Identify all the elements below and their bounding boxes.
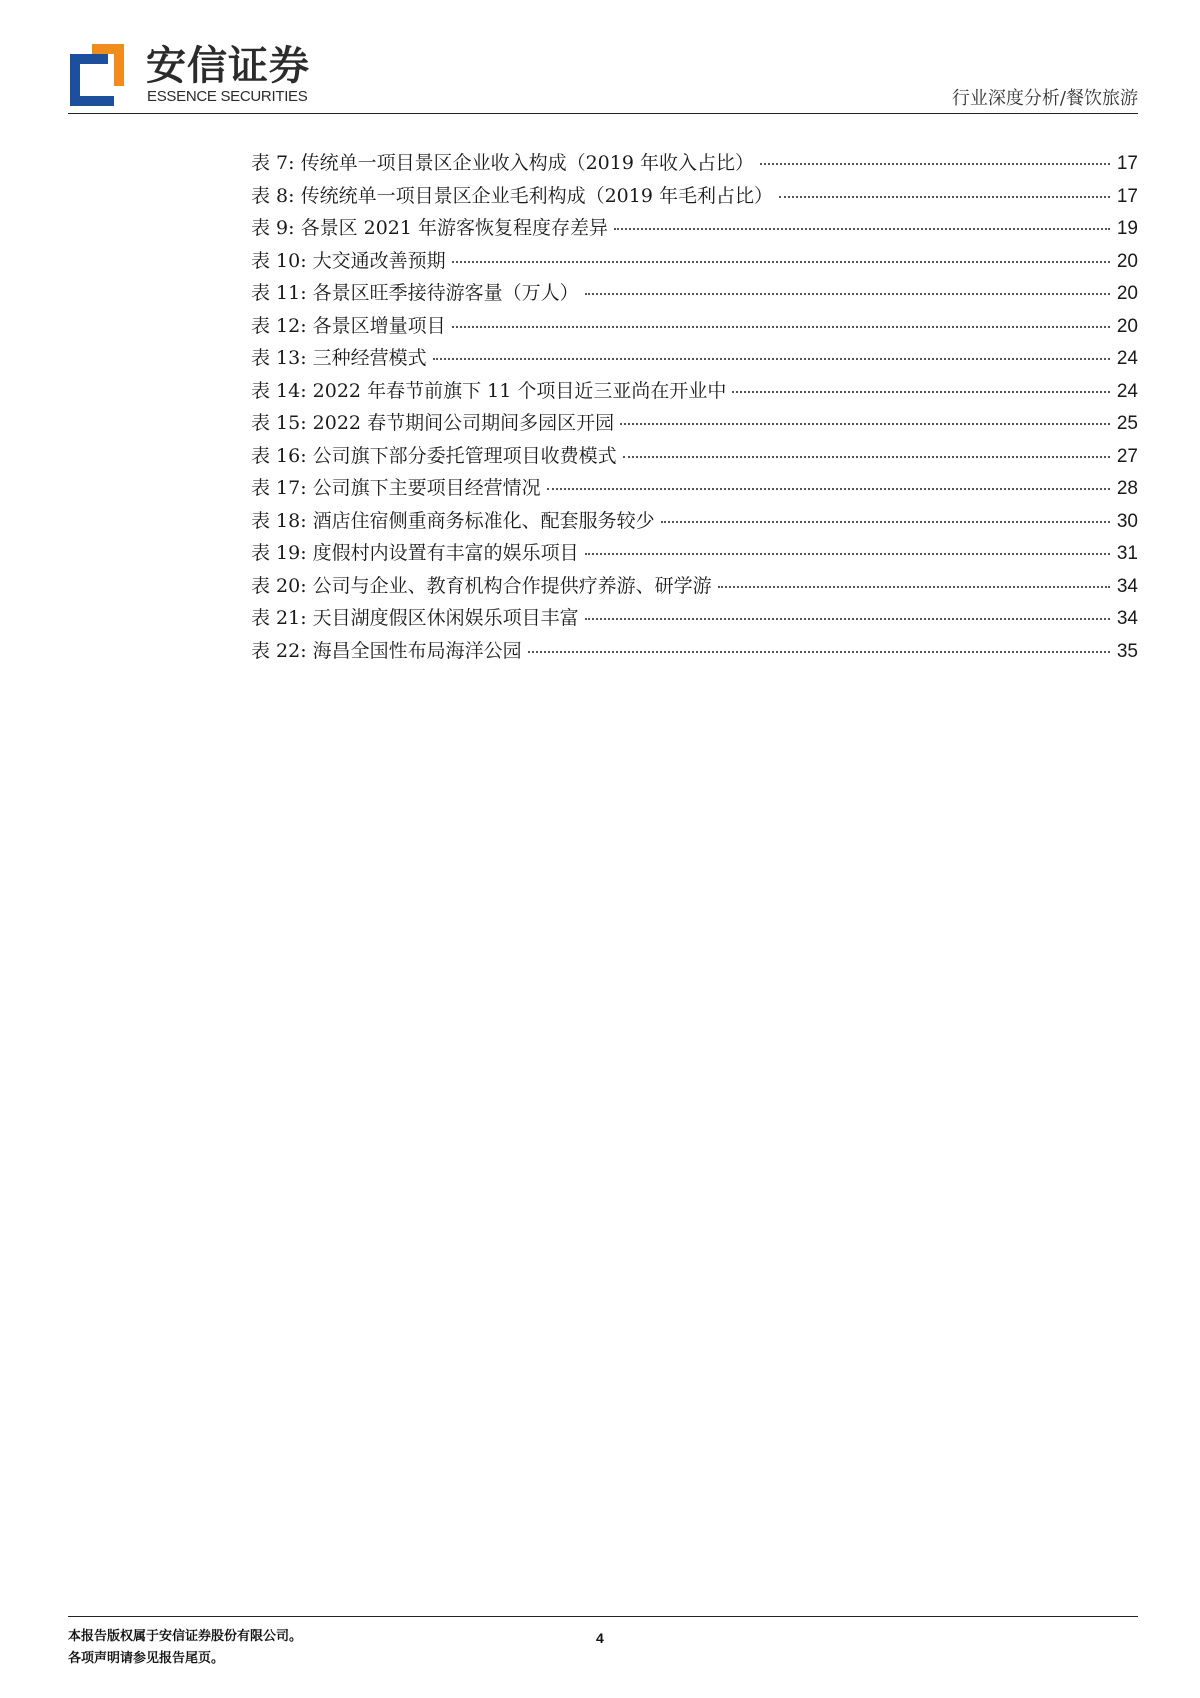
dot-leader <box>528 651 1110 653</box>
toc-entry-page-number: 24 <box>1116 348 1138 369</box>
toc-entry-title: 大交通改善预期 <box>312 249 446 272</box>
toc-entry-label: 表 9: <box>251 217 295 239</box>
report-category: 行业深度分析/餐饮旅游 <box>951 88 1138 109</box>
toc-entry[interactable] <box>251 506 1138 539</box>
toc-entry-title: 海昌全国性布局海洋公园 <box>312 639 522 662</box>
toc-entry-label: 表 13: <box>251 347 307 369</box>
toc-entry-label: 表 12: <box>251 314 307 337</box>
toc-entry-label: 表 16: <box>251 444 307 467</box>
toc-entry-page-number: 28 <box>1116 478 1138 499</box>
footer-divider <box>68 1616 1138 1617</box>
toc-entry[interactable] <box>251 636 1138 669</box>
toc-entry-page-number: 20 <box>1116 283 1138 304</box>
toc-entry[interactable] <box>251 603 1138 636</box>
toc-entry-title: 各景区旺季接待游客量（万人） <box>312 282 579 304</box>
toc-entry-title: 传统统单一项目景区企业毛利构成（2019 年毛利占比） <box>300 184 773 207</box>
brand-name-cn: 安信证券 <box>146 43 310 89</box>
toc-entry-title: 各景区 2021 年游客恢复程度存差异 <box>300 217 609 239</box>
toc-entry-page-number: 20 <box>1116 315 1138 337</box>
dot-leader <box>433 358 1110 360</box>
toc-entry-page-number: 17 <box>1116 185 1138 207</box>
page-header <box>68 40 1138 112</box>
toc-entry-page-number: 27 <box>1116 445 1138 467</box>
toc-entry[interactable] <box>251 441 1138 474</box>
toc-entry-label: 表 19: <box>251 542 307 564</box>
dot-leader <box>661 521 1110 523</box>
toc-entry-page-number: 25 <box>1116 413 1138 434</box>
toc-entry[interactable] <box>251 571 1138 604</box>
dot-leader <box>732 391 1110 393</box>
dot-leader <box>585 618 1110 620</box>
toc-entry-title: 各景区增量项目 <box>312 314 446 337</box>
toc-entry-label: 表 18: <box>251 509 307 532</box>
toc-entry-label: 表 7: <box>251 152 295 174</box>
toc-entry-label: 表 15: <box>251 412 307 434</box>
page-number: 4 <box>596 1630 604 1646</box>
toc-entry-title: 公司旗下部分委托管理项目收费模式 <box>312 444 617 467</box>
toc-entry-page-number: 24 <box>1116 380 1138 402</box>
toc-entry-label: 表 10: <box>251 249 307 272</box>
toc-entry-title: 2022 春节期间公司期间多园区开园 <box>312 412 615 434</box>
toc-entry[interactable] <box>251 538 1138 571</box>
toc-entry-title: 公司旗下主要项目经营情况 <box>312 477 541 499</box>
copyright-note: 本报告版权属于安信证券股份有限公司。 <box>68 1629 303 1644</box>
dot-leader <box>623 456 1110 458</box>
dot-leader <box>620 423 1110 425</box>
toc-entry[interactable] <box>251 246 1138 279</box>
toc-entry-page-number: 34 <box>1116 608 1138 629</box>
toc-entry[interactable] <box>251 376 1138 409</box>
toc-entry-title: 天目湖度假区休闲娱乐项目丰富 <box>312 607 579 629</box>
toc-entry[interactable] <box>251 473 1138 506</box>
toc-entry-title: 公司与企业、教育机构合作提供疗养游、研学游 <box>312 574 712 597</box>
dot-leader <box>585 293 1110 295</box>
dot-leader <box>585 553 1110 555</box>
toc-entry[interactable] <box>251 408 1138 441</box>
toc-entry-title: 2022 年春节前旗下 11 个项目近三亚尚在开业中 <box>312 379 727 402</box>
toc-entry-title: 酒店住宿侧重商务标准化、配套服务较少 <box>312 509 655 532</box>
dot-leader <box>614 228 1110 230</box>
header-divider <box>68 113 1138 114</box>
toc-entry-label: 表 14: <box>251 379 307 402</box>
essence-securities-logo <box>68 40 126 106</box>
toc-entry-label: 表 17: <box>251 477 307 499</box>
disclaimer-note: 各项声明请参见报告尾页。 <box>68 1651 225 1666</box>
dot-leader <box>547 488 1110 490</box>
toc-entry[interactable] <box>251 311 1138 344</box>
dot-leader <box>718 586 1110 588</box>
dot-leader <box>452 326 1110 328</box>
toc-entry-page-number: 35 <box>1116 640 1138 662</box>
dot-leader <box>760 163 1110 165</box>
toc-entry-title: 传统单一项目景区企业收入构成（2019 年收入占比） <box>300 152 754 174</box>
toc-entry[interactable] <box>251 343 1138 376</box>
toc-entry[interactable] <box>251 181 1138 214</box>
toc-entry-label: 表 20: <box>251 574 307 597</box>
toc-entry-page-number: 17 <box>1116 153 1138 174</box>
toc-entry-title: 三种经营模式 <box>312 347 427 369</box>
toc-entry-label: 表 8: <box>251 184 295 207</box>
dot-leader <box>452 261 1110 263</box>
toc-entry-page-number: 34 <box>1116 575 1138 597</box>
toc-entry-label: 表 11: <box>251 282 307 304</box>
table-list-of-contents <box>251 148 1138 668</box>
toc-entry[interactable] <box>251 148 1138 181</box>
toc-entry-page-number: 31 <box>1116 543 1138 564</box>
toc-entry-label: 表 21: <box>251 607 307 629</box>
toc-entry-label: 表 22: <box>251 639 307 662</box>
toc-entry-page-number: 20 <box>1116 250 1138 272</box>
toc-entry[interactable] <box>251 213 1138 246</box>
toc-entry[interactable] <box>251 278 1138 311</box>
toc-entry-title: 度假村内设置有丰富的娱乐项目 <box>312 542 579 564</box>
toc-entry-page-number: 30 <box>1116 510 1138 532</box>
toc-entry-page-number: 19 <box>1116 218 1138 239</box>
brand-name-en: ESSENCE SECURITIES <box>147 88 308 105</box>
dot-leader <box>779 196 1110 198</box>
